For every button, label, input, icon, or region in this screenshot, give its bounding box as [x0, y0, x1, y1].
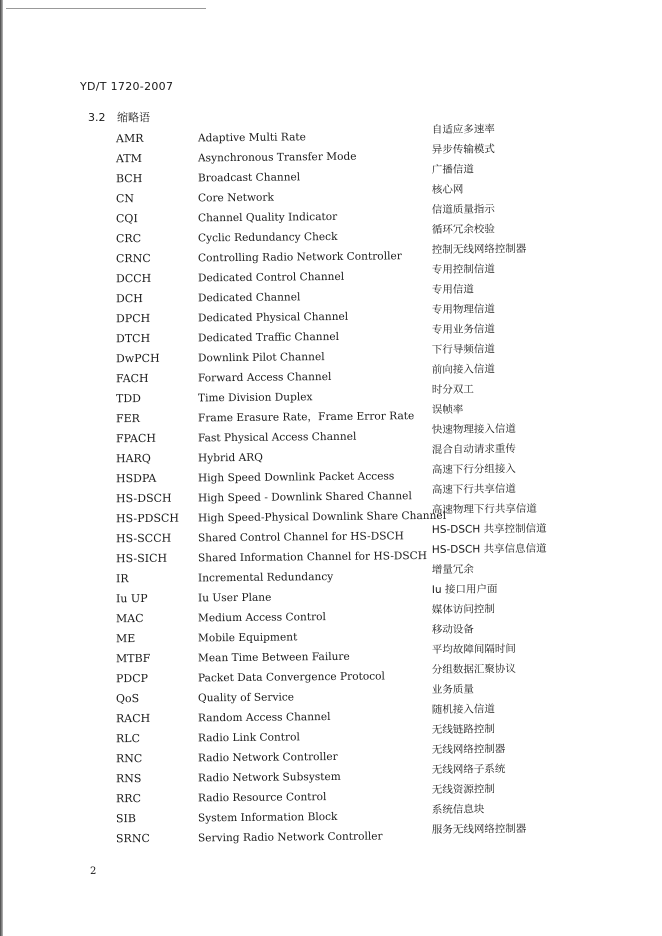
- abbreviation: HS-PDSCH: [115, 511, 180, 526]
- full-term: Mobile Equipment: [197, 631, 298, 645]
- chinese-term: 前向接入信道: [431, 363, 495, 376]
- abbreviation: DwPCH: [115, 351, 160, 366]
- chinese-term: 高速下行分组接入: [431, 463, 516, 476]
- chinese-term: HS-DSCH 共享控制信道: [431, 522, 547, 536]
- abbreviation: IR: [115, 572, 129, 586]
- full-term: Shared Control Channel for HS-DSCH: [197, 530, 404, 545]
- full-term: Adaptive Multi Rate: [197, 131, 306, 145]
- full-term: Controlling Radio Network Controller: [197, 250, 402, 265]
- abbreviation: RRC: [115, 791, 142, 806]
- full-term: High Speed Downlink Packet Access: [197, 470, 395, 485]
- chinese-term: 时分双工: [431, 383, 474, 396]
- chinese-term: 快速物理接入信道: [431, 423, 516, 436]
- chinese-term: 专用业务信道: [431, 323, 495, 336]
- abbreviation: BCH: [115, 171, 143, 186]
- abbreviation: CN: [115, 192, 135, 206]
- abbreviation: RNC: [115, 751, 143, 766]
- abbreviation: MAC: [115, 611, 144, 626]
- full-term: Cyclic Redundancy Check: [197, 230, 338, 245]
- chinese-term: 广播信道: [431, 163, 474, 176]
- full-term: Medium Access Control: [197, 611, 326, 625]
- full-term: Asynchronous Transfer Mode: [197, 150, 357, 165]
- abbreviation: FER: [115, 412, 140, 426]
- full-term: Shared Information Channel for HS-DSCH: [197, 549, 428, 565]
- chinese-term: 增量冗余: [431, 563, 474, 576]
- chinese-term: 系统信息块: [431, 803, 485, 816]
- abbreviation: HS-DSCH: [115, 491, 172, 506]
- abbreviation: RNS: [115, 771, 142, 786]
- chinese-term: 服务无线网络控制器: [431, 822, 527, 836]
- chinese-term: 无线网络控制器: [431, 743, 506, 756]
- abbreviation: RLC: [115, 732, 141, 746]
- chinese-term: 无线网络子系统: [431, 763, 506, 776]
- section-number: 3.2: [88, 111, 106, 124]
- chinese-term: 误帧率: [431, 403, 464, 416]
- full-term: Dedicated Channel: [197, 291, 301, 305]
- abbreviation: FACH: [115, 371, 149, 386]
- full-term: Forward Access Channel: [197, 370, 332, 385]
- abbreviation: DCCH: [115, 271, 152, 286]
- abbreviation: ATM: [115, 151, 142, 166]
- chinese-term: 下行导频信道: [431, 343, 495, 356]
- abbreviation: PDCP: [115, 671, 149, 686]
- full-term: Time Division Duplex: [197, 391, 313, 405]
- chinese-term: HS-DSCH 共享信息信道: [431, 542, 547, 556]
- full-term: System Information Block: [197, 810, 338, 825]
- abbreviation: FPACH: [115, 431, 157, 446]
- full-term: Quality of Service: [197, 691, 295, 705]
- full-term: Random Access Channel: [197, 711, 331, 725]
- chinese-term: 业务质量: [431, 683, 474, 696]
- abbreviation: DTCH: [115, 331, 151, 346]
- abbreviation: HS-SCCH: [115, 531, 172, 546]
- chinese-term: 异步传输模式: [431, 143, 495, 156]
- abbreviation: QoS: [115, 692, 140, 706]
- abbreviation: Iu UP: [115, 591, 148, 606]
- abbreviation: AMR: [115, 131, 144, 146]
- chinese-term: 核心网: [431, 183, 464, 196]
- chinese-term: 控制无线网络控制器: [431, 242, 527, 256]
- abbreviation: SIB: [115, 812, 137, 826]
- abbreviation: CRNC: [115, 251, 151, 266]
- section-title: 缩略语: [117, 111, 150, 124]
- full-term: High Speed-Physical Downlink Share Channel: [197, 509, 447, 525]
- chinese-term: 专用物理信道: [431, 303, 495, 316]
- chinese-term: Iu 接口用户面: [431, 583, 498, 596]
- chinese-term: 自适应多速率: [431, 123, 495, 136]
- full-term: High Speed - Downlink Shared Channel: [197, 490, 412, 505]
- abbreviation: CQI: [115, 212, 138, 226]
- abbreviation: ME: [115, 632, 136, 646]
- full-term: Mean Time Between Failure: [197, 650, 350, 665]
- abbreviation: HS-SICH: [115, 551, 168, 566]
- full-term: Incremental Redundancy: [197, 570, 334, 585]
- abbreviation: DPCH: [115, 311, 151, 326]
- full-term: Radio Link Control: [197, 731, 300, 745]
- page-number: 2: [90, 866, 97, 877]
- abbreviation: CRC: [115, 231, 142, 246]
- chinese-term: 混合自动请求重传: [431, 443, 516, 456]
- abbreviation: TDD: [115, 391, 142, 406]
- abbreviation: MTBF: [115, 651, 151, 666]
- full-term: Radio Resource Control: [197, 791, 327, 805]
- abbreviation: HARQ: [115, 451, 151, 466]
- chinese-term: 信道质量指示: [431, 203, 495, 216]
- full-term: Radio Network Subsystem: [197, 770, 341, 785]
- chinese-term: 平均故障间隔时间: [431, 643, 516, 656]
- full-term: Frame Erasure Rate，Frame Error Rate: [197, 410, 415, 425]
- chinese-term: 无线链路控制: [431, 723, 495, 736]
- chinese-term: 高速下行共享信道: [431, 483, 516, 496]
- full-term: Core Network: [197, 191, 274, 205]
- full-term: Iu User Plane: [197, 591, 272, 605]
- full-term: Hybrid ARQ: [197, 451, 263, 465]
- chinese-term: 高速物理下行共享信道: [431, 502, 537, 516]
- chinese-term: 无线资源控制: [431, 783, 495, 796]
- chinese-term: 移动设备: [431, 623, 474, 636]
- full-term: Dedicated Physical Channel: [197, 310, 349, 325]
- document-id: YD/T 1720-2007: [80, 80, 174, 93]
- chinese-term: 循环冗余校验: [431, 223, 495, 236]
- chinese-term: 随机接入信道: [431, 703, 495, 716]
- full-term: Dedicated Control Channel: [197, 270, 345, 285]
- chinese-term: 专用控制信道: [431, 263, 495, 276]
- chinese-term: 专用信道: [431, 283, 474, 296]
- full-term: Channel Quality Indicator: [197, 210, 338, 225]
- full-term: Fast Physical Access Channel: [197, 430, 357, 445]
- chinese-term: 分组数据汇聚协议: [431, 663, 516, 676]
- abbreviation: DCH: [115, 291, 143, 306]
- full-term: Serving Radio Network Controller: [197, 830, 383, 845]
- full-term: Dedicated Traffic Channel: [197, 330, 340, 345]
- full-term: Broadcast Channel: [197, 171, 301, 185]
- chinese-term: 媒体访问控制: [431, 603, 495, 616]
- abbreviation: RACH: [115, 711, 151, 726]
- full-term: Packet Data Convergence Protocol: [197, 670, 385, 685]
- full-term: Radio Network Controller: [197, 750, 338, 765]
- full-term: Downlink Pilot Channel: [197, 351, 325, 365]
- abbreviation: HSDPA: [115, 471, 157, 486]
- abbreviation: SRNC: [115, 831, 150, 846]
